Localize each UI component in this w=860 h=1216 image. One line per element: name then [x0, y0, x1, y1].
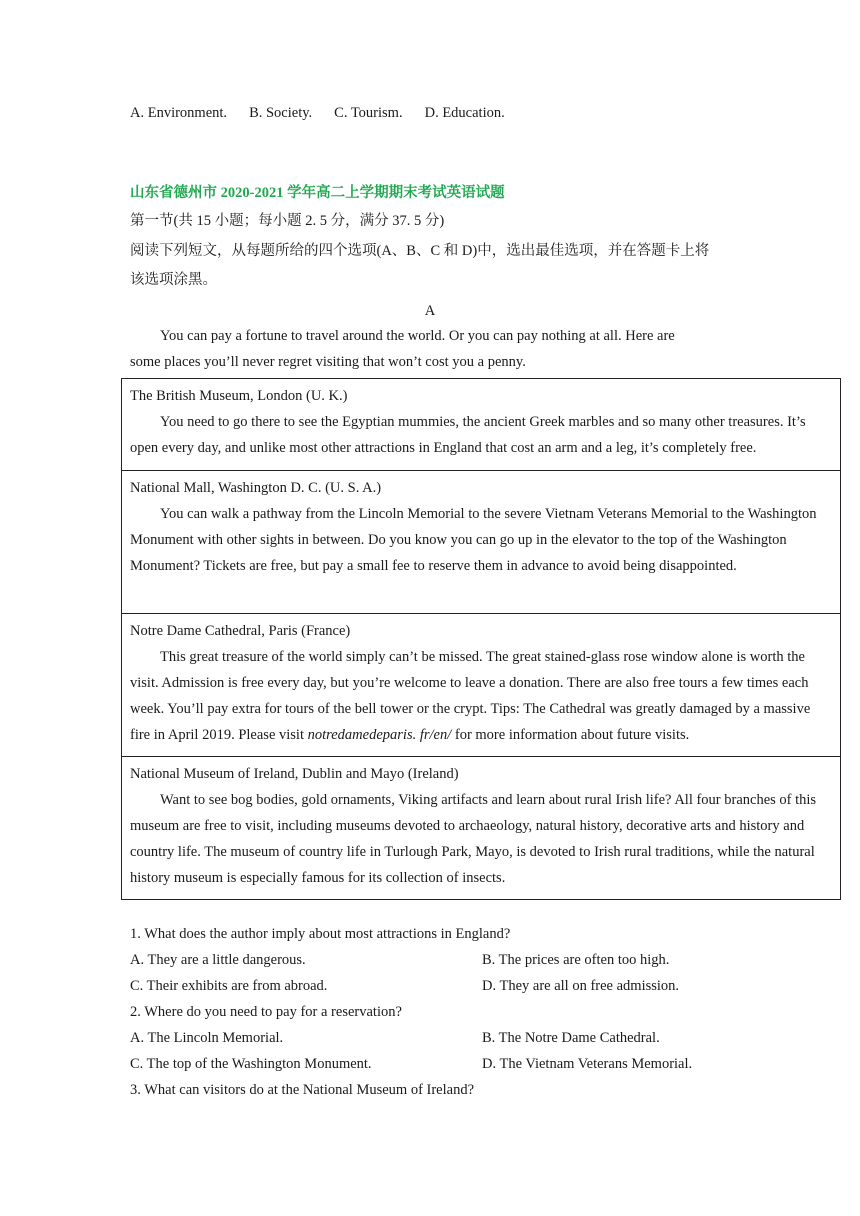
- place-body: You need to go there to see the Egyptian mummies, the ancient Greek marbles and so many other treasures. It’s open every day, and unlike most other attractions in England that cost an arm and a leg, it’s completely free.: [130, 414, 806, 456]
- place-body: You can walk a pathway from the Lincoln Memorial to the severe Vietnam Veterans Memorial to the Washington Monument with other sights in between. Do you know you can go up in the elevator to the top of the Washington Monument? Tickets are free, but pay a small fee to reserve them in advance to avoid being disappointed.: [130, 506, 817, 574]
- question-2-option-d: D. The Vietnam Veterans Memorial.: [482, 1056, 693, 1072]
- option-d: D. Education.: [424, 105, 505, 121]
- place-heading: Notre Dame Cathedral, Paris (France): [130, 623, 351, 639]
- intro-line-2: some places you’ll never regret visiting that won’t cost you a penny.: [130, 354, 526, 370]
- places-table: [121, 378, 841, 900]
- place-british-museum: [122, 379, 840, 471]
- place-museum-ireland: [122, 757, 840, 899]
- source-title: 山东省德州市 2020-2021 学年高二上学期期末考试英语试题: [130, 185, 505, 201]
- place-notre-dame: [122, 614, 840, 757]
- previous-question-options: [130, 103, 527, 123]
- question-2-option-c: C. The top of the Washington Monument.: [130, 1056, 372, 1072]
- place-heading: National Mall, Washington D. C. (U. S. A.): [130, 480, 382, 496]
- instruction-line-1: 阅读下列短文，从每题所给的四个选项(A、B、C 和 D)中，选出最佳选项，并在答题卡上将: [130, 243, 710, 259]
- question-2-stem: 2. Where do you need to pay for a reservation?: [130, 1004, 402, 1020]
- place-body-text-end: for more information about future visits.: [451, 727, 690, 743]
- intro-line-1: You can pay a fortune to travel around the world. Or you can pay nothing at all. Here are: [160, 328, 675, 344]
- option-b: B. Society.: [249, 105, 313, 121]
- website-link[interactable]: notredamedeparis. fr/en/: [307, 727, 452, 743]
- place-national-mall: [122, 471, 840, 614]
- place-body: Want to see bog bodies, gold ornaments, Viking artifacts and learn about rural Irish life? All four branches of this museum are free to visit, including museums devoted to archaeology, natural history, decorative arts and history and country life. The museum of country life in Turlough Park, Mayo, is devoted to Irish rural traditions, while the natural history museum is especially famous for its collection of insects.: [130, 792, 817, 886]
- question-2-option-b: B. The Notre Dame Cathedral.: [482, 1030, 660, 1046]
- question-1-option-d: D. They are all on free admission.: [482, 978, 680, 994]
- place-body-text: This great treasure of the world simply can’t be missed. The great stained-glass rose window alone is worth the visit. Admission is free every day, but you’re welcome to leave a donation. There are also free tours a few times each week. You’ll pay extra for tours of the bell tower or the crypt. Tips: The Cathedral was greatly damaged by a massive fire in April 2019. Please visit: [130, 649, 811, 743]
- place-body: [130, 644, 832, 748]
- passage-label: A: [424, 303, 436, 319]
- place-heading: National Museum of Ireland, Dublin and Mayo (Ireland): [130, 766, 459, 782]
- section-header: 第一节(共 15 小题；每小题 2. 5 分，满分 37. 5 分): [130, 213, 445, 229]
- option-c: C. Tourism.: [334, 105, 403, 121]
- question-1-option-b: B. The prices are often too high.: [482, 952, 670, 968]
- question-1-option-a: A. They are a little dangerous.: [130, 952, 306, 968]
- question-1-stem: 1. What does the author imply about most attractions in England?: [130, 926, 511, 942]
- place-heading: The British Museum, London (U. K.): [130, 388, 348, 404]
- question-3-stem: 3. What can visitors do at the National Museum of Ireland?: [130, 1082, 475, 1098]
- question-1-option-c: C. Their exhibits are from abroad.: [130, 978, 328, 994]
- instruction-line-2: 该选项涂黑。: [130, 272, 217, 288]
- option-a: A. Environment.: [130, 105, 228, 121]
- question-2-option-a: A. The Lincoln Memorial.: [130, 1030, 284, 1046]
